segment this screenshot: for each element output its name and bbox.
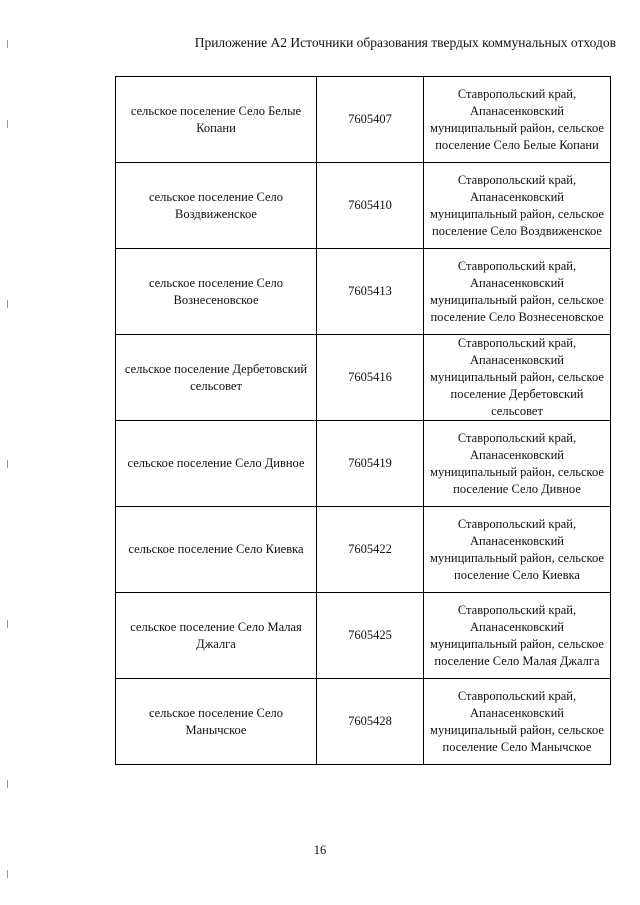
- code-cell: 7605413: [317, 249, 424, 335]
- location-cell: Ставропольский край, Апанасенковский муниципальный район, сельское поселение Село Дивное: [424, 421, 611, 507]
- code-cell: 7605416: [317, 335, 424, 421]
- settlement-cell: сельское поселение Село Манычское: [116, 679, 317, 765]
- settlement-cell: сельское поселение Село Воздвиженское: [116, 163, 317, 249]
- table-row: [116, 593, 611, 679]
- location-cell: Ставропольский край, Апанасенковский муниципальный район, сельское поселение Село Белые Копани: [424, 77, 611, 163]
- settlement-cell: сельское поселение Село Киевка: [116, 507, 317, 593]
- table-row: [116, 335, 611, 421]
- location-cell: Ставропольский край, Апанасенковский муниципальный район, сельское поселение Дербетовский сельсовет: [424, 335, 611, 421]
- table-row: [116, 679, 611, 765]
- settlement-cell: сельское поселение Село Вознесеновское: [116, 249, 317, 335]
- code-cell: 7605422: [317, 507, 424, 593]
- table-row: [116, 163, 611, 249]
- page-number: 16: [313, 843, 327, 857]
- waste-sources-table: [115, 76, 611, 765]
- location-cell: Ставропольский край, Апанасенковский муниципальный район, сельское поселение Село Манычское: [424, 679, 611, 765]
- location-cell: Ставропольский край, Апанасенковский муниципальный район, сельское поселение Село Воздвиженское: [424, 163, 611, 249]
- code-cell: 7605407: [317, 77, 424, 163]
- table-row: [116, 77, 611, 163]
- code-cell: 7605410: [317, 163, 424, 249]
- code-cell: 7605428: [317, 679, 424, 765]
- settlement-cell: сельское поселение Село Дивное: [116, 421, 317, 507]
- table-row: [116, 421, 611, 507]
- code-cell: 7605425: [317, 593, 424, 679]
- settlement-cell: сельское поселение Село Белые Копани: [116, 77, 317, 163]
- settlement-cell: сельское поселение Село Малая Джалга: [116, 593, 317, 679]
- table-row: [116, 507, 611, 593]
- code-cell: 7605419: [317, 421, 424, 507]
- location-cell: Ставропольский край, Апанасенковский муниципальный район, сельское поселение Село Малая Джалга: [424, 593, 611, 679]
- table-row: [116, 249, 611, 335]
- scan-margin-marks: [7, 0, 9, 905]
- location-cell: Ставропольский край, Апанасенковский муниципальный район, сельское поселение Село Киевка: [424, 507, 611, 593]
- settlement-cell: сельское поселение Дербетовский сельсовет: [116, 335, 317, 421]
- page-header-title: Приложение А2 Источники образования твердых коммунальных отходов: [194, 35, 616, 50]
- location-cell: Ставропольский край, Апанасенковский муниципальный район, сельское поселение Село Вознесеновское: [424, 249, 611, 335]
